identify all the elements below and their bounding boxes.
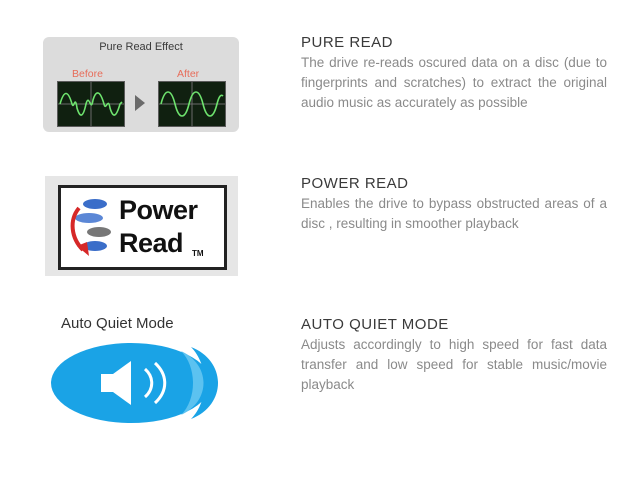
pure-read-effect-caption: Pure Read Effect [99,41,183,53]
auto-quiet-mode-title: AUTO QUIET MODE [301,316,449,333]
power-read-logo-frame [58,185,227,270]
before-waveform-scope [57,81,125,127]
power-read-description: Enables the drive to bypass obstructed areas of a disc , resulting in smoother playback [301,196,607,231]
speaker-icon [51,341,223,425]
before-label: Before [72,68,103,80]
auto-quiet-mode-description: Adjusts accordingly to high speed for fast data transfer and low speed for stable music/movie playback [301,337,607,392]
power-read-logo [45,176,238,276]
clean-waveform-icon [159,82,225,126]
pure-read-description: The drive re-reads oscured data on a disc (due to fingerprints and scratches) to extract the original audio music as accurately as possible [301,55,607,110]
after-waveform-scope [158,81,226,127]
pure-read-title: PURE READ [301,34,394,51]
trademark-symbol: TM [192,249,204,258]
power-read-title: POWER READ [301,175,409,192]
arrow-right-icon [135,95,145,111]
pure-read-effect-graphic [43,37,239,132]
power-read-logo-word-read: Read [119,228,184,258]
power-read-logo-word-power: Power [119,195,198,225]
auto-quiet-mode-caption: Auto Quiet Mode [61,315,174,332]
power-read-swirl-icon [65,190,117,263]
after-label: After [177,68,200,80]
noisy-waveform-icon [58,82,124,126]
